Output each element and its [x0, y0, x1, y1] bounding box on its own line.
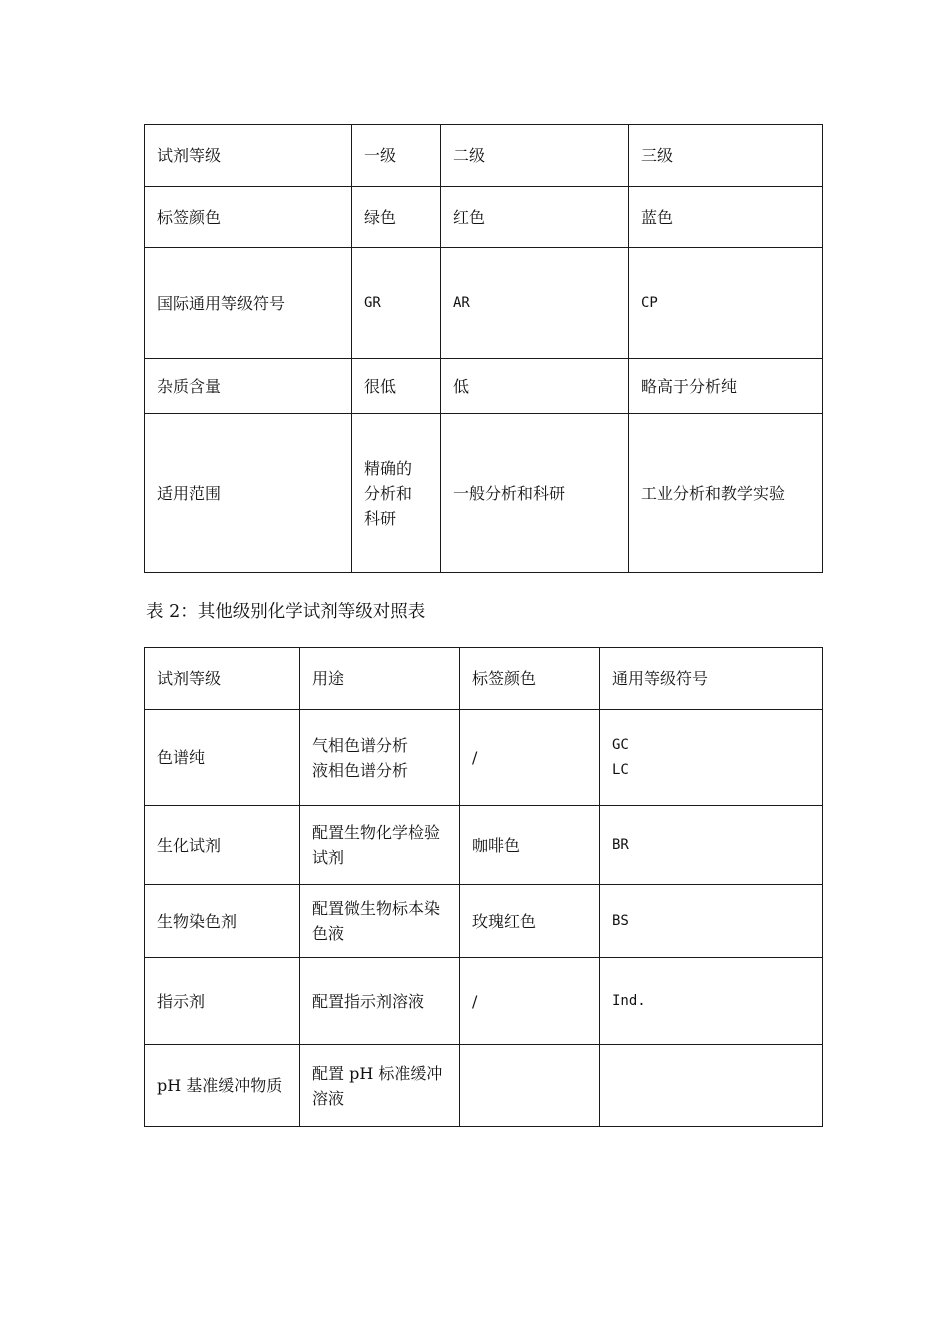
table-cell: 三级	[629, 125, 823, 187]
table-cell: 生化试剂	[145, 806, 300, 885]
table-cell: 通用等级符号	[600, 648, 823, 710]
table-cell: /	[460, 710, 600, 806]
table-cell: /	[460, 958, 600, 1045]
table-cell: BR	[600, 806, 823, 885]
other-reagent-grade-table	[144, 647, 823, 1127]
table-cell: 气相色谱分析 液相色谱分析	[300, 710, 460, 806]
table-cell: CP	[629, 248, 823, 359]
table-cell: Ind.	[600, 958, 823, 1045]
table-cell	[600, 1045, 823, 1127]
table-cell: 略高于分析纯	[629, 359, 823, 414]
table-cell: 配置微生物标本染 色液	[300, 885, 460, 958]
table-row	[145, 187, 823, 248]
table-cell: GC LC	[600, 710, 823, 806]
table-cell: 绿色	[352, 187, 441, 248]
table-cell: 工业分析和教学实验	[629, 414, 823, 573]
reagent-grade-table	[144, 124, 823, 573]
table-cell: 指示剂	[145, 958, 300, 1045]
table-cell: 咖啡色	[460, 806, 600, 885]
table-cell: 试剂等级	[145, 125, 352, 187]
table-cell: 精确的 分析和 科研	[352, 414, 441, 573]
table-caption: 表 2：其他级别化学试剂等级对照表	[146, 602, 426, 622]
table-cell: 配置生物化学检验 试剂	[300, 806, 460, 885]
table-cell: 杂质含量	[145, 359, 352, 414]
table-cell: BS	[600, 885, 823, 958]
table-row	[145, 1045, 823, 1127]
table-cell: 红色	[441, 187, 629, 248]
table-row	[145, 125, 823, 187]
table-cell: 低	[441, 359, 629, 414]
table-row	[145, 885, 823, 958]
table-row	[145, 806, 823, 885]
table-row	[145, 710, 823, 806]
table-cell: 标签颜色	[460, 648, 600, 710]
table-cell: 色谱纯	[145, 710, 300, 806]
table-cell: 一级	[352, 125, 441, 187]
table-cell	[460, 1045, 600, 1127]
table-cell: 配置指示剂溶液	[300, 958, 460, 1045]
table-cell: AR	[441, 248, 629, 359]
table-cell: pH 基准缓冲物质	[145, 1045, 300, 1127]
table-row	[145, 648, 823, 710]
table-cell: 国际通用等级符号	[145, 248, 352, 359]
table-cell: 一般分析和科研	[441, 414, 629, 573]
table-cell: 标签颜色	[145, 187, 352, 248]
table-cell: 玫瑰红色	[460, 885, 600, 958]
table-row	[145, 359, 823, 414]
table-cell: 适用范围	[145, 414, 352, 573]
table-cell: 很低	[352, 359, 441, 414]
table-row	[145, 958, 823, 1045]
table-cell: 蓝色	[629, 187, 823, 248]
table-cell: 配置 pH 标准缓冲 溶液	[300, 1045, 460, 1127]
table-cell: 生物染色剂	[145, 885, 300, 958]
table-cell: 用途	[300, 648, 460, 710]
table-row	[145, 248, 823, 359]
table-cell: GR	[352, 248, 441, 359]
table-cell: 二级	[441, 125, 629, 187]
table-row	[145, 414, 823, 573]
table-cell: 试剂等级	[145, 648, 300, 710]
